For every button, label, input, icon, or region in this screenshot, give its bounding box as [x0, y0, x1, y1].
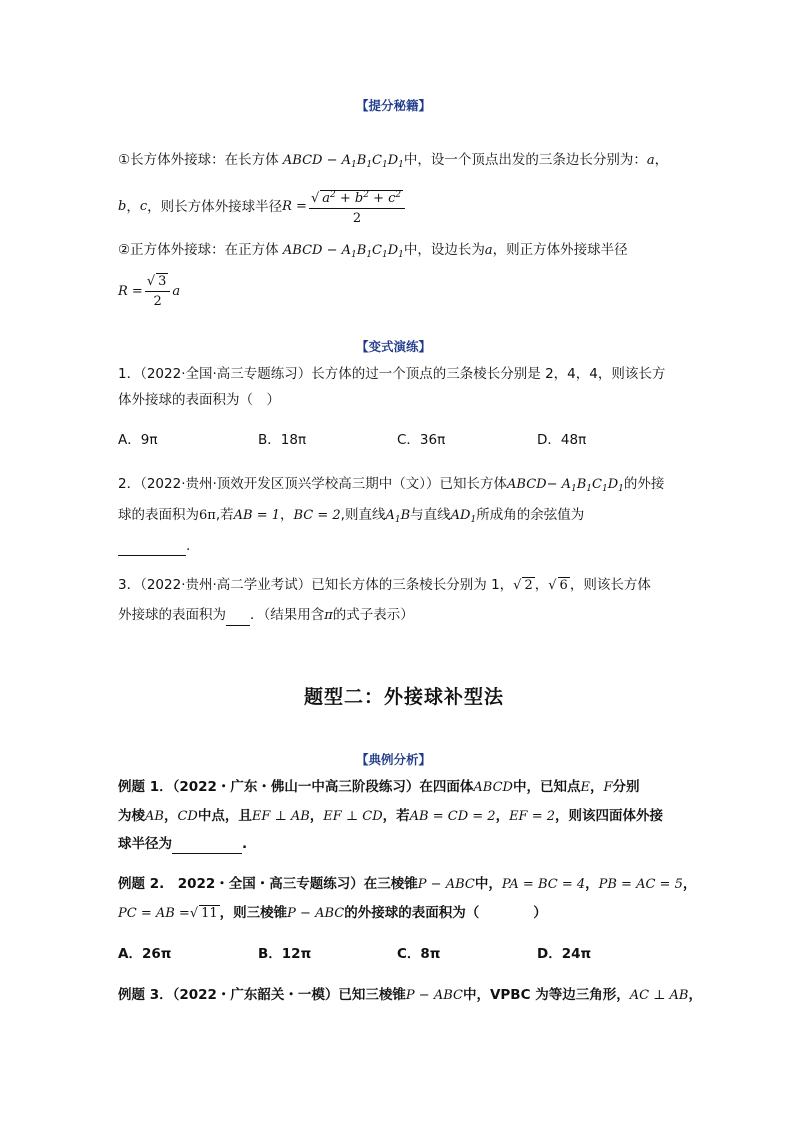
section-tips-title: 【提分秘籍】 [356, 98, 432, 113]
ex2-line1: 例题 2. 2022・全国・高三专题练习）在三棱锥P − ABC中，PA = BC = 4，PB = AC = 5， [118, 876, 697, 892]
cube-name: ABCD − $A_1B_1C_1D_1$ [282, 243, 404, 260]
ex2-option-c: C．8π [397, 946, 441, 962]
ex2-option-a: A．26π [118, 946, 172, 962]
q3-line1: 3．（2022·贵州·高二学业考试）已知长方体的三条棱长分别为 1，√ 2 ，√ 6 ，则该长方体 [118, 577, 651, 593]
ex1-line1: 例题 1．（2022・广东・佛山一中高三阶段练习）在四面体ABCD中，已知点E，F分别 [118, 779, 640, 795]
ex3-line1: 例题 3．（2022・广东韶关・一模）已知三棱锥P − ABC中，VPBC 为等边三角形，AC ⊥ AB， [118, 987, 702, 1003]
q1-option-b: B．18π [258, 432, 307, 448]
q1-option-a: A．9π [118, 432, 158, 448]
cuboid-name: ABCD − $A_1B_1C_1D_1$ [282, 153, 404, 170]
radius-formula-cube: $\frac{√ 3}{2}$ [145, 272, 171, 311]
ex2-line2: PC = AB =√ 11 ，则三棱锥P − ABC的外接球的表面积为（ ） [118, 905, 547, 921]
tip2-formula: R = $\frac{√ 3}{2}$ a [118, 274, 181, 309]
q1-option-c: C．36π [397, 432, 446, 448]
q2-line1: 2．（2022·贵州·顶效开发区顶兴学校高三期中（文））已知长方体ABCD− $A_1B_1C_1D_1$的外接 [118, 476, 665, 494]
tip2-line1: ②正方体外接球：在正方体 ABCD − $A_1B_1C_1D_1$中，设边长为a，则正方体外接球半径 [118, 242, 628, 260]
line-a1b: $A_1B$ [385, 508, 411, 525]
ex1-line2: 为棱AB，CD中点，且EF ⊥ AB，EF ⊥ CD，若AB = CD = 2，EF = 2，则该四面体外接 [118, 808, 664, 824]
answer-blank[interactable] [118, 541, 186, 556]
tip1-line2: b ， c ，则长方体外接球半径 R = $\frac{√ a^2 + b^2 + c^2}{2}$ [118, 186, 407, 228]
ex1-line3: 球半径为 . [118, 836, 248, 852]
tip1-line1: ①长方体外接球：在长方体 ABCD − $A_1B_1C_1D_1$中，设一个顶点出发的三条边长分别为：a， [118, 152, 669, 170]
cuboid-name: ABCD− $A_1B_1C_1D_1$ [507, 477, 624, 494]
q2-line2: 球的表面积为6π,若AB = 1，BC = 2,则直线$A_1B$与直线$AD_1$所成角的余弦值为 [118, 507, 585, 525]
section-example-title: 【典例分析】 [356, 752, 432, 767]
answer-blank[interactable] [172, 839, 242, 854]
answer-blank[interactable] [226, 611, 250, 626]
q1-line2: 体外接球的表面积为（ ） [118, 392, 280, 408]
q1-line1: 1．（2022·全国·高三专题练习）长方体的过一个顶点的三条棱长分别是 2，4，4，则该长方 [118, 366, 666, 382]
q1-option-d: D．48π [537, 432, 587, 448]
radius-formula-cuboid: $\frac{√ a^2 + b^2 + c^2}{2}$ [309, 186, 405, 228]
section-practice-title: 【变式演练】 [356, 339, 432, 354]
q3-line2: 外接球的表面积为 ．（结果用含π的式子表示） [118, 605, 414, 626]
line-ad1: $AD_1$ [450, 508, 477, 525]
section-heading: 题型二：外接球补型法 [304, 686, 505, 708]
ex2-option-d: D．24π [537, 946, 592, 962]
ex2-option-b: B．12π [258, 946, 312, 962]
q2-answer-line: . [118, 536, 190, 556]
